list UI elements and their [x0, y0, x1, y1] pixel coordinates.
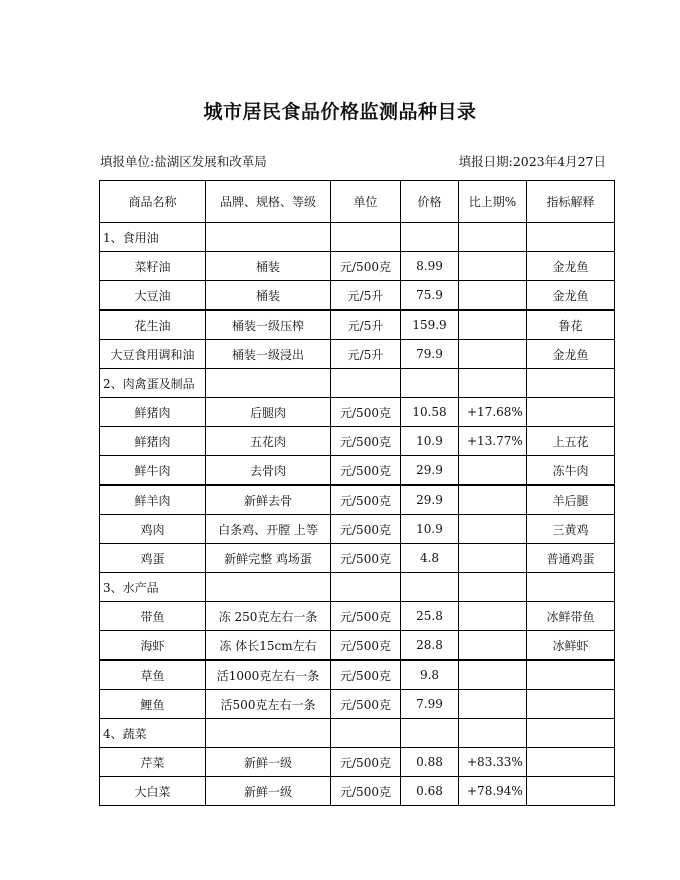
item-unit-cell: 元/500克: [331, 602, 401, 631]
item-price-cell: 0.68: [401, 777, 459, 806]
item-unit-cell: 元/5升: [331, 281, 401, 311]
item-name-cell: 花生油: [100, 310, 206, 340]
item-spec-cell: 桶装一级压榨: [206, 310, 331, 340]
item-unit-cell: 元/500克: [331, 748, 401, 777]
item-price-cell: 28.8: [401, 631, 459, 661]
table-row: [100, 281, 615, 311]
item-note-cell: 三黄鸡: [527, 515, 615, 544]
header-spec: 品牌、规格、等级: [206, 181, 331, 223]
item-unit-cell: 元/500克: [331, 427, 401, 456]
item-price-cell: 8.99: [401, 252, 459, 281]
item-price-cell: 10.58: [401, 398, 459, 427]
item-change-cell: [459, 515, 527, 544]
table-row: [100, 398, 615, 427]
empty-cell: [331, 223, 401, 252]
table-row: [100, 777, 615, 806]
item-spec-cell: 桶装一级浸出: [206, 340, 331, 369]
table-row: [100, 544, 615, 573]
item-name-cell: 芹菜: [100, 748, 206, 777]
table-row: [100, 252, 615, 281]
item-name-cell: 鲜牛肉: [100, 456, 206, 486]
item-change-cell: [459, 690, 527, 719]
item-unit-cell: 元/500克: [331, 252, 401, 281]
item-name-cell: 鲤鱼: [100, 690, 206, 719]
item-change-cell: [459, 456, 527, 486]
reporting-unit: 填报单位:盐湖区发展和改革局: [100, 154, 267, 169]
empty-cell: [331, 719, 401, 748]
table-row: [100, 748, 615, 777]
empty-cell: [459, 223, 527, 252]
item-unit-cell: 元/500克: [331, 631, 401, 661]
empty-cell: [331, 369, 401, 398]
item-spec-cell: 活500克左右一条: [206, 690, 331, 719]
item-change-cell: +83.33%: [459, 748, 527, 777]
empty-cell: [401, 719, 459, 748]
category-label: 1、食用油: [100, 223, 206, 252]
table-row: [100, 690, 615, 719]
header-note: 指标解释: [527, 181, 615, 223]
table-row: [100, 340, 615, 369]
empty-cell: [459, 369, 527, 398]
item-note-cell: 上五花: [527, 427, 615, 456]
table-row: [100, 310, 615, 340]
item-price-cell: 4.8: [401, 544, 459, 573]
table-row: [100, 515, 615, 544]
category-row: [100, 573, 615, 602]
category-label: 2、肉禽蛋及制品: [100, 369, 206, 398]
item-change-cell: [459, 660, 527, 690]
item-spec-cell: 冻 体长15cm左右: [206, 631, 331, 661]
item-change-cell: [459, 310, 527, 340]
item-spec-cell: 冻 250克左右一条: [206, 602, 331, 631]
item-name-cell: 鸡肉: [100, 515, 206, 544]
item-change-cell: +13.77%: [459, 427, 527, 456]
item-change-cell: [459, 340, 527, 369]
item-change-cell: [459, 631, 527, 661]
empty-cell: [527, 369, 615, 398]
empty-cell: [331, 573, 401, 602]
item-name-cell: 草鱼: [100, 660, 206, 690]
item-price-cell: 10.9: [401, 427, 459, 456]
item-spec-cell: 后腿肉: [206, 398, 331, 427]
item-spec-cell: 新鲜一级: [206, 777, 331, 806]
item-note-cell: 金龙鱼: [527, 281, 615, 311]
item-name-cell: 大白菜: [100, 777, 206, 806]
item-note-cell: 冰鲜虾: [527, 631, 615, 661]
table-row: [100, 602, 615, 631]
empty-cell: [459, 573, 527, 602]
table-row: [100, 631, 615, 661]
item-price-cell: 75.9: [401, 281, 459, 311]
header-price: 价格: [401, 181, 459, 223]
item-note-cell: [527, 748, 615, 777]
item-note-cell: 冰鲜带鱼: [527, 602, 615, 631]
price-table: [99, 180, 615, 806]
item-unit-cell: 元/500克: [331, 398, 401, 427]
category-row: [100, 369, 615, 398]
page-title: 城市居民食品价格监测品种目录: [203, 101, 477, 123]
item-price-cell: 159.9: [401, 310, 459, 340]
item-note-cell: 冻牛肉: [527, 456, 615, 486]
item-note-cell: [527, 690, 615, 719]
item-note-cell: 普通鸡蛋: [527, 544, 615, 573]
item-price-cell: 9.8: [401, 660, 459, 690]
item-price-cell: 0.88: [401, 748, 459, 777]
item-price-cell: 29.9: [401, 456, 459, 486]
item-name-cell: 鲜猪肉: [100, 427, 206, 456]
header-change: 比上期%: [459, 181, 527, 223]
item-price-cell: 7.99: [401, 690, 459, 719]
item-spec-cell: 新鲜完整 鸡场蛋: [206, 544, 331, 573]
item-note-cell: [527, 777, 615, 806]
empty-cell: [401, 573, 459, 602]
table-header-row: [100, 181, 615, 223]
item-change-cell: +78.94%: [459, 777, 527, 806]
table-body: [100, 223, 615, 806]
item-spec-cell: 新鲜一级: [206, 748, 331, 777]
item-name-cell: 鲜羊肉: [100, 485, 206, 515]
table-row: [100, 485, 615, 515]
item-name-cell: 鸡蛋: [100, 544, 206, 573]
empty-cell: [527, 719, 615, 748]
item-change-cell: [459, 252, 527, 281]
item-change-cell: +17.68%: [459, 398, 527, 427]
item-note-cell: 羊后腿: [527, 485, 615, 515]
item-name-cell: 大豆油: [100, 281, 206, 311]
item-unit-cell: 元/500克: [331, 660, 401, 690]
item-name-cell: 带鱼: [100, 602, 206, 631]
item-spec-cell: 新鲜去骨: [206, 485, 331, 515]
empty-cell: [459, 719, 527, 748]
item-note-cell: 鲁花: [527, 310, 615, 340]
item-name-cell: 海虾: [100, 631, 206, 661]
table-row: [100, 427, 615, 456]
item-spec-cell: 桶装: [206, 281, 331, 311]
item-spec-cell: 活1000克左右一条: [206, 660, 331, 690]
item-price-cell: 29.9: [401, 485, 459, 515]
category-row: [100, 719, 615, 748]
item-change-cell: [459, 602, 527, 631]
item-name-cell: 大豆食用调和油: [100, 340, 206, 369]
item-name-cell: 鲜猪肉: [100, 398, 206, 427]
category-row: [100, 223, 615, 252]
item-unit-cell: 元/5升: [331, 310, 401, 340]
category-label: 3、水产品: [100, 573, 206, 602]
item-spec-cell: 桶装: [206, 252, 331, 281]
empty-cell: [206, 223, 331, 252]
item-unit-cell: 元/500克: [331, 544, 401, 573]
item-price-cell: 25.8: [401, 602, 459, 631]
empty-cell: [206, 573, 331, 602]
item-note-cell: 金龙鱼: [527, 252, 615, 281]
item-name-cell: 菜籽油: [100, 252, 206, 281]
item-change-cell: [459, 544, 527, 573]
header-name: 商品名称: [100, 181, 206, 223]
item-unit-cell: 元/5升: [331, 340, 401, 369]
item-spec-cell: 白条鸡、开膛 上等: [206, 515, 331, 544]
item-note-cell: [527, 398, 615, 427]
empty-cell: [401, 223, 459, 252]
item-note-cell: 金龙鱼: [527, 340, 615, 369]
category-label: 4、蔬菜: [100, 719, 206, 748]
item-unit-cell: 元/500克: [331, 515, 401, 544]
item-price-cell: 79.9: [401, 340, 459, 369]
item-change-cell: [459, 485, 527, 515]
item-spec-cell: 去骨肉: [206, 456, 331, 486]
table-row: [100, 660, 615, 690]
item-unit-cell: 元/500克: [331, 690, 401, 719]
reporting-date: 填报日期:2023年4月27日: [458, 154, 606, 169]
item-spec-cell: 五花肉: [206, 427, 331, 456]
item-unit-cell: 元/500克: [331, 485, 401, 515]
header-unit: 单位: [331, 181, 401, 223]
item-unit-cell: 元/500克: [331, 456, 401, 486]
table-row: [100, 456, 615, 486]
empty-cell: [527, 223, 615, 252]
empty-cell: [206, 719, 331, 748]
item-note-cell: [527, 660, 615, 690]
empty-cell: [527, 573, 615, 602]
item-change-cell: [459, 281, 527, 311]
item-unit-cell: 元/500克: [331, 777, 401, 806]
item-price-cell: 10.9: [401, 515, 459, 544]
empty-cell: [401, 369, 459, 398]
empty-cell: [206, 369, 331, 398]
